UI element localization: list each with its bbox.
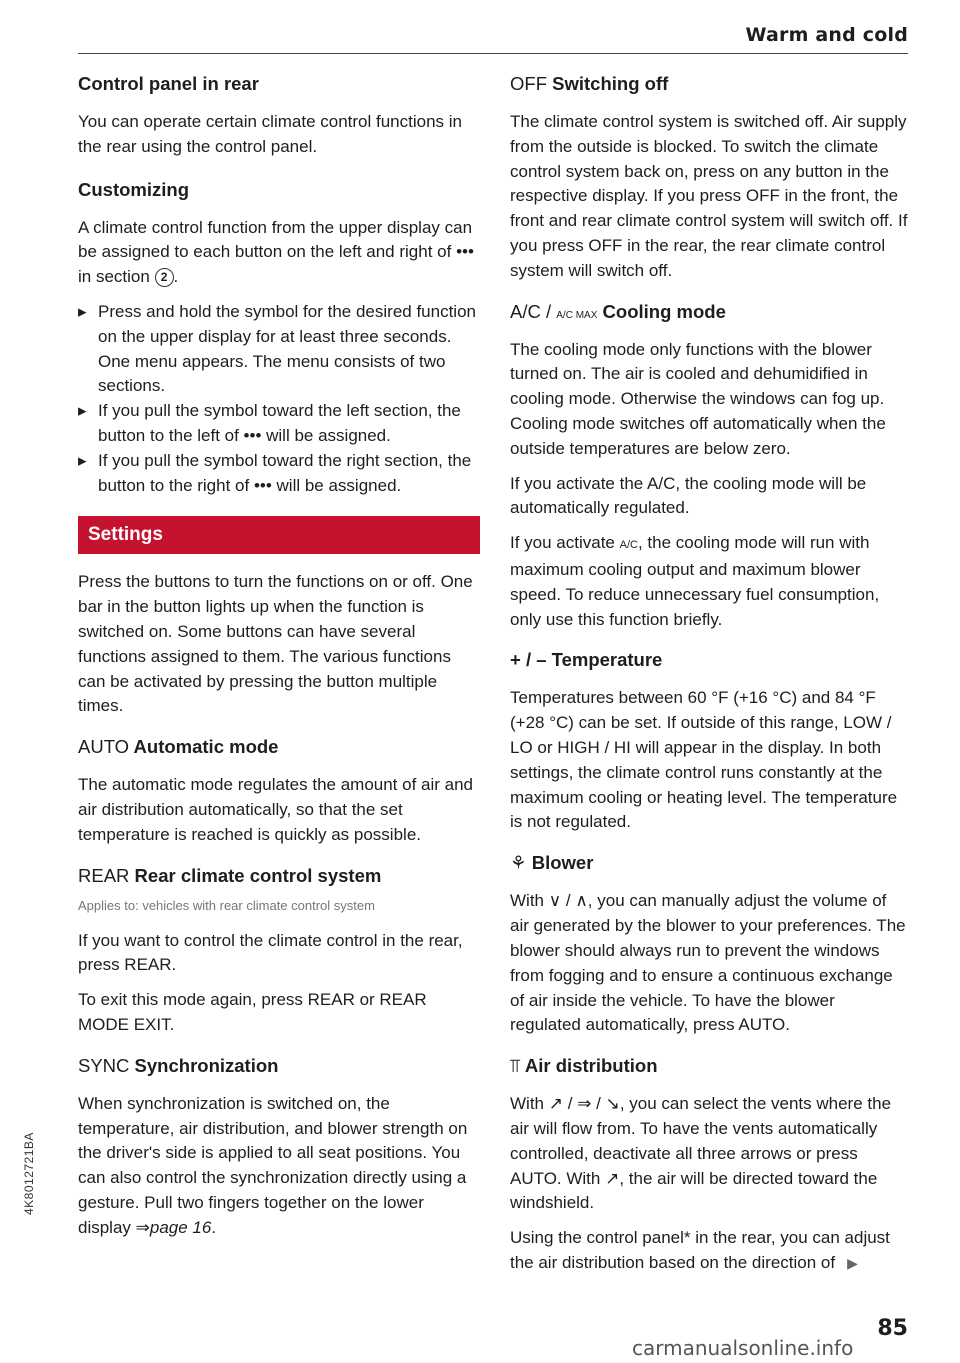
air-distribution-icon: ⫪ <box>510 1055 521 1077</box>
windshield-arrow-icon: ↗ <box>605 1168 620 1188</box>
auto-code: AUTO <box>78 736 130 758</box>
list-item: ▸ If you pull the symbol toward the left section, the button to the left of ••• will be assigned. <box>78 399 480 449</box>
ac-title: Cooling mode <box>602 300 726 322</box>
ac-text-3 <box>510 531 908 632</box>
sync-title: Synchronization <box>134 1054 279 1076</box>
air-distribution-heading <box>510 1054 908 1078</box>
page-reference-link[interactable]: page 16 <box>149 1217 212 1237</box>
rear-text-2: To exit this mode again, press REAR or REAR MODE EXIT. <box>78 990 427 1034</box>
customizing-steps <box>78 300 480 498</box>
off-code: OFF <box>510 73 547 94</box>
blower-text-b: , you can manually adjust the volume of air generated by the blower to your preferences. The blower should always run to prevent the windows from fogging and to ensure a continuous exchange of air inside the vehicle. To have the blower regulated automatically, press AUTO. <box>510 891 906 1035</box>
rear-applies-note: Applies to: vehicles with rear climate control system <box>78 897 375 913</box>
auto-title: Automatic mode <box>133 736 279 758</box>
continue-arrow-icon: ▶ <box>847 1254 858 1271</box>
ac-max-icon: A/C MAX <box>556 309 598 321</box>
sync-text-end: . <box>211 1217 217 1237</box>
customizing-heading: Customizing <box>78 178 189 200</box>
page-header-title: Warm and cold <box>745 24 908 46</box>
blower-text <box>510 889 908 1038</box>
ac-text-2: If you activate the A/C, the cooling mode will be automatically regulated. <box>510 473 867 518</box>
customizing-text <box>78 216 480 290</box>
sync-heading <box>78 1054 480 1078</box>
air-text-c: , the air will be directed toward the windshield. <box>510 1168 878 1213</box>
list-item: ▸ Press and hold the symbol for the desired function on the upper display for at least three seconds. One menu appears. The menu consists of two sections. <box>78 300 480 399</box>
customizing-text-a: A climate control function from the upper display can be assigned to each button on the left and right of <box>78 217 473 262</box>
auto-heading <box>78 735 480 759</box>
sync-code: SYNC <box>78 1054 130 1076</box>
arrow-icon: ⇒ <box>135 1217 150 1237</box>
control-panel-text: You can operate certain climate control functions in the rear using the control panel. <box>78 112 462 156</box>
fan-icon: ⚘ <box>510 852 527 874</box>
auto-text: The automatic mode regulates the amount of air and air distribution automatically, so that the set temperature is reached is quickly as possible. <box>78 775 474 844</box>
rear-text-1: If you want to control the climate control in the rear, press REAR. <box>78 930 463 975</box>
section-number-icon: 2 <box>155 268 174 287</box>
chevron-icons: ∨ / ∧ <box>548 891 588 911</box>
customizing-text-b: in section <box>78 267 155 287</box>
sync-text-a: When synchronization is switched on, the temperature, air distribution, and blower strength on the driver's side is applied to all seat positions. You can also control the synchronization directly using a gesture. Pull two fingers together on the lower display <box>78 1093 468 1237</box>
air-text-a: With <box>510 1094 549 1114</box>
settings-section-bar: Settings <box>78 516 480 554</box>
list-item: ▸ If you pull the symbol toward the right section, the button to the right of ••• will be assigned. <box>78 449 480 499</box>
rear-heading <box>78 864 480 888</box>
temperature-text: Temperatures between 60 °F (+16 °C) and 84 °F (+28 °C) can be set. If outside of this range, LOW / LO or HIGH / HI will appear in the display. In both settings, the climate control runs constantly at the maximum cooling or heating level. The temperature is not regulated. <box>510 688 898 832</box>
air-distribution-title: Air distribution <box>524 1055 658 1077</box>
air-distribution-text <box>510 1092 908 1216</box>
off-heading <box>510 72 908 96</box>
document-code: 4K8012721BA <box>22 1132 36 1215</box>
rear-title: Rear climate control system <box>134 864 382 886</box>
blower-heading <box>510 851 908 875</box>
sync-text <box>78 1092 480 1241</box>
header-rule <box>78 53 908 54</box>
blower-text-a: With <box>510 891 549 911</box>
off-text: The climate control system is switched off. Air supply from the outside is blocked. To switch the climate control system back on, press on any button in the respective display. If you press OFF in the front, the front and rear climate control system will switch off. If you press OFF in the rear, the rear climate control system will switch off. <box>510 112 908 280</box>
ac-text-3b: , the cooling mode will run with maximum cooling output and maximum blower speed. To reduce unnecessary fuel consumption, only use this function briefly. <box>510 533 880 629</box>
ac-text-1: The cooling mode only functions with the blower turned on. The air is cooled and dehumidified in cooling mode. Otherwise the windows can fog up. Cooling mode switches off automatically when the outside temperatures are below zero. <box>510 339 886 458</box>
ac-text-3a: If you activate <box>510 533 620 553</box>
off-title: Switching off <box>552 73 669 94</box>
left-column <box>78 72 480 1251</box>
panel-text: Using the control panel* in the rear, you can adjust the air distribution based on the direction of <box>510 1228 890 1272</box>
ac-max-icon-inline: A/C <box>619 539 638 552</box>
watermark: carmanualsonline.info <box>632 1336 854 1360</box>
settings-text: Press the buttons to turn the functions on or off. One bar in the button lights up when the function is switched on. Some buttons can have several functions assigned to them. The various functions can be activated by pressing the button multiple times. <box>78 572 473 716</box>
customizing-text-c: . <box>173 267 179 287</box>
control-panel-heading: Control panel in rear <box>78 73 259 94</box>
blower-title: Blower <box>531 852 594 874</box>
ac-heading <box>510 300 908 324</box>
temperature-heading: + / – Temperature <box>510 649 663 671</box>
vent-arrow-icons: ↗ / ⇒ / ↘ <box>548 1094 620 1114</box>
right-column <box>510 72 908 1286</box>
air-text-b: , you can select the vents where the air will flow from. To have the vents automatically controlled, deactivate all three arrows or press AUTO. With <box>510 1094 892 1188</box>
dots-icon: ••• <box>456 242 474 262</box>
control-panel-rear-text <box>510 1226 908 1276</box>
ac-code: A/C / <box>510 300 552 322</box>
page-number: 85 <box>877 1316 908 1341</box>
rear-code: REAR <box>78 864 130 886</box>
